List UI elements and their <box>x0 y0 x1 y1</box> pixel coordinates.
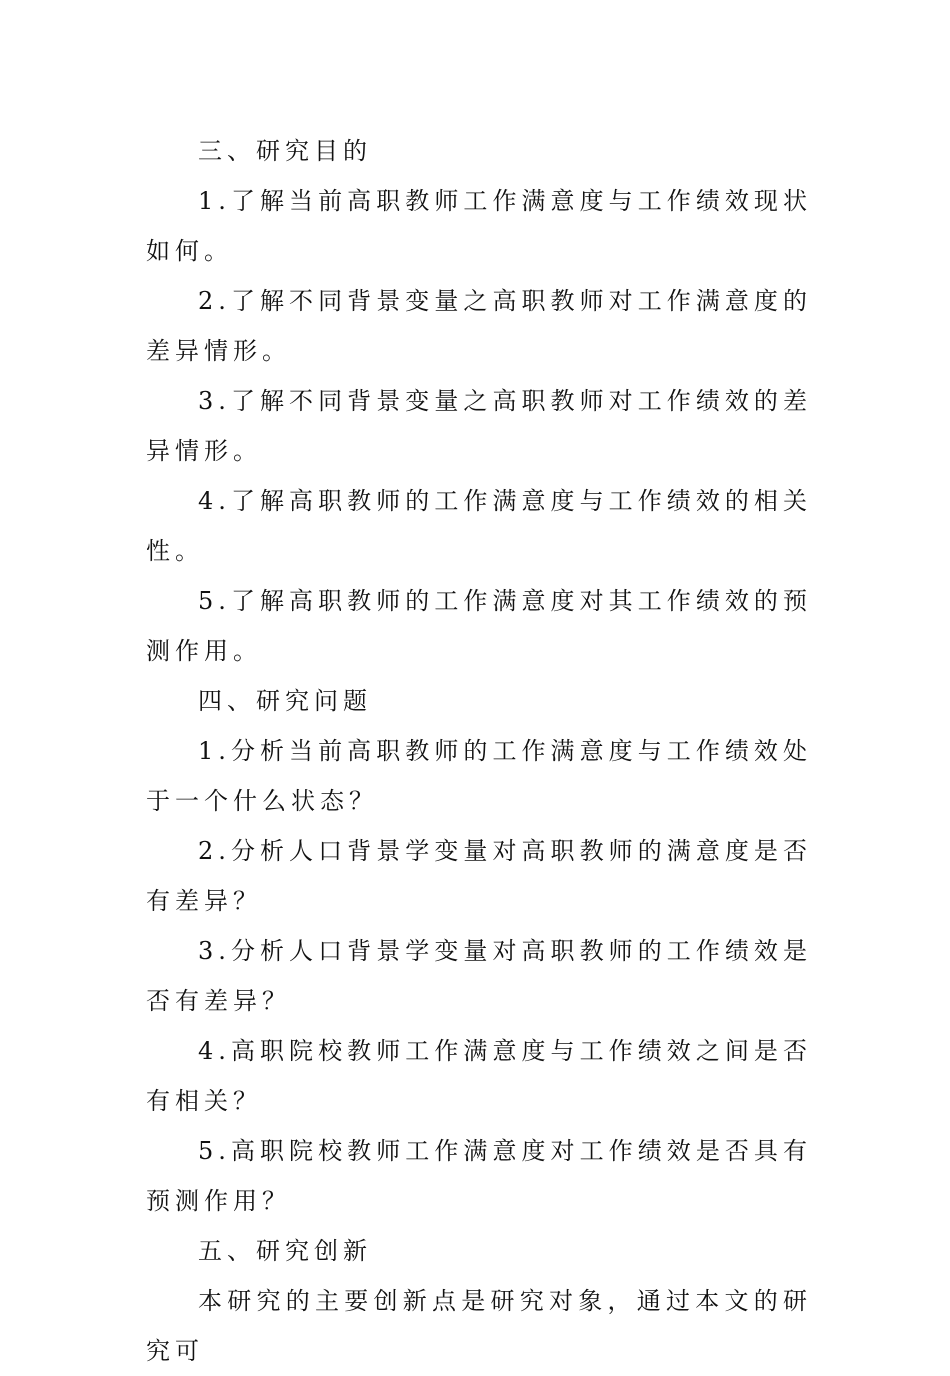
question-item-2: 2.分析人口背景学变量对高职教师的满意度是否有差异？ <box>146 837 812 915</box>
question-item-1: 1.分析当前高职教师的工作满意度与工作绩效处于一个什么状态？ <box>146 737 812 815</box>
question-item-3: 3.分析人口背景学变量对高职教师的工作绩效是否有差异？ <box>146 937 812 1015</box>
innovation-paragraph: 本研究的主要创新点是研究对象，通过本文的研究可 <box>146 1287 812 1365</box>
purpose-item-2: 2.了解不同背景变量之高职教师对工作满意度的差异情形。 <box>146 287 812 365</box>
purpose-item-4: 4.了解高职教师的工作满意度与工作绩效的相关性。 <box>146 487 812 565</box>
purpose-item-1: 1.了解当前高职教师工作满意度与工作绩效现状如何。 <box>146 187 812 265</box>
section-heading-research-purpose: 三、研究目的 <box>198 137 372 165</box>
question-item-4: 4.高职院校教师工作满意度与工作绩效之间是否有相关？ <box>146 1037 812 1115</box>
document-body <box>146 126 812 1376</box>
section-heading-research-innovation: 五、研究创新 <box>198 1237 372 1265</box>
question-item-5: 5.高职院校教师工作满意度对工作绩效是否具有预测作用？ <box>146 1137 812 1215</box>
purpose-item-5: 5.了解高职教师的工作满意度对其工作绩效的预测作用。 <box>146 587 812 665</box>
section-heading-research-questions: 四、研究问题 <box>198 687 372 715</box>
purpose-item-3: 3.了解不同背景变量之高职教师对工作绩效的差异情形。 <box>146 387 812 465</box>
